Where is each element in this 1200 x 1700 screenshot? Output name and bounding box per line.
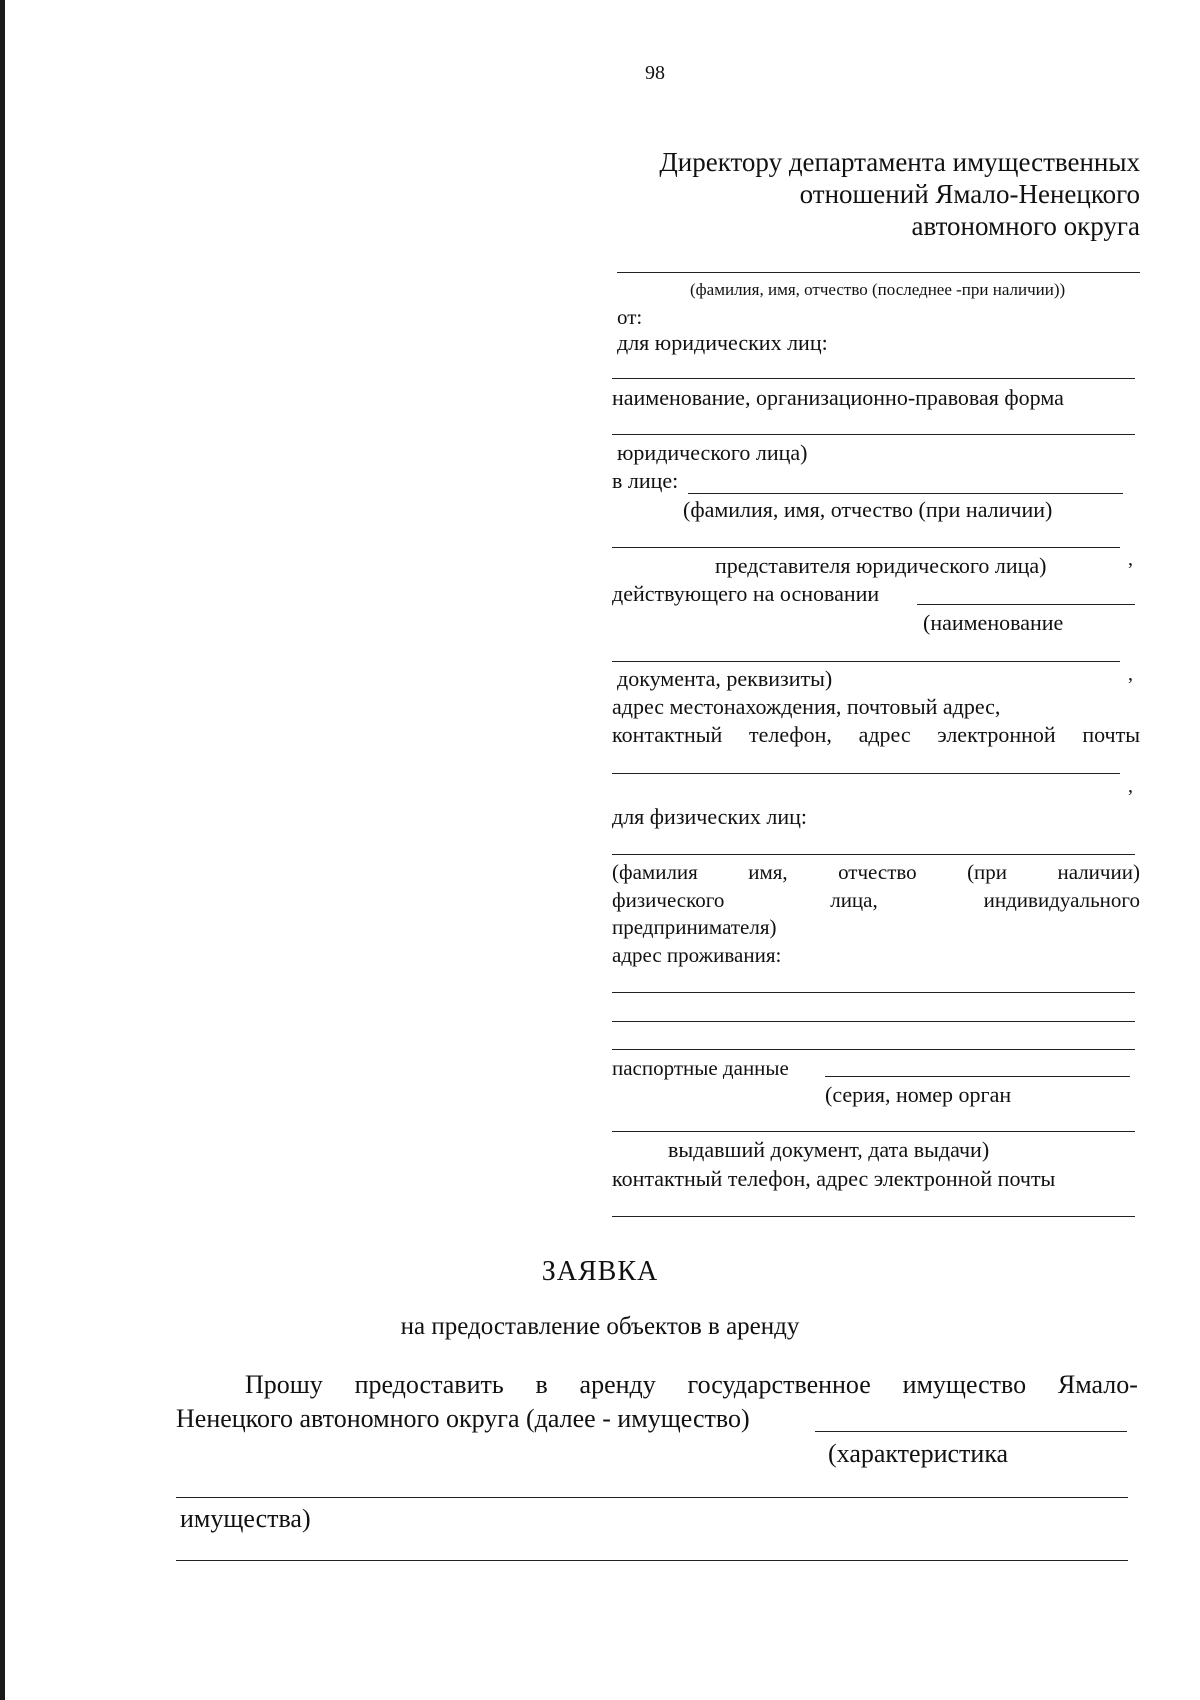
property-hint: имущества) xyxy=(180,1504,311,1533)
basis-field-2[interactable] xyxy=(612,661,1120,662)
individual-hint-line-3: предпринимателя) xyxy=(612,915,777,939)
individuals-label: для физических лиц: xyxy=(612,804,808,829)
basis-field[interactable] xyxy=(917,604,1135,605)
rep-field-2[interactable] xyxy=(612,547,1120,548)
basis-hint-1: (наименование xyxy=(923,610,1064,635)
comma-3: , xyxy=(1128,775,1133,797)
addressee-line-1: Директору департамента имущественных xyxy=(659,147,1140,177)
rep-field[interactable] xyxy=(688,493,1123,494)
address-line-1: адрес местонахождения, почтовый адрес, xyxy=(612,694,1001,719)
page-number: 98 xyxy=(645,62,665,84)
property-field[interactable] xyxy=(815,1431,1127,1432)
residence-label: адрес проживания: xyxy=(612,943,782,967)
passport-field-2[interactable] xyxy=(612,1131,1135,1132)
passport-label: паспортные данные xyxy=(612,1056,789,1080)
legal-entities-label: для юридических лиц: xyxy=(617,330,828,355)
rep-hint-1: (фамилия, имя, отчество (при наличии) xyxy=(683,497,1053,522)
application-body-line-2: Ненецкого автономного округа (далее - имущество) xyxy=(176,1404,750,1433)
basis-label: действующего на основании xyxy=(612,581,880,606)
legal-name-field-1[interactable] xyxy=(612,378,1135,379)
individual-hint-line-2: физического лица, индивидуального xyxy=(612,888,1140,912)
legal-name-hint-1: наименование, организационно-правовая форма xyxy=(612,385,1064,410)
legal-name-hint-2: юридического лица) xyxy=(617,440,808,465)
property-field-2[interactable] xyxy=(176,1497,1128,1498)
rep-label: в лице: xyxy=(612,468,679,493)
comma-2: , xyxy=(1128,663,1133,685)
contacts-field-individual[interactable] xyxy=(612,1216,1135,1217)
basis-hint-2: документа, реквизиты) xyxy=(617,666,833,691)
contacts-field-legal[interactable] xyxy=(612,773,1120,774)
scan-edge xyxy=(0,0,5,1700)
passport-hint-2: выдавший документ, дата выдачи) xyxy=(668,1137,990,1162)
addressee-hint: (фамилия, имя, отчество (последнее -при наличии)) xyxy=(690,280,1066,299)
contacts-label: контактный телефон, адрес электронной почты xyxy=(612,1166,1056,1191)
from-label: от: xyxy=(617,305,643,329)
application-subtitle: на предоставление объектов в аренду xyxy=(400,1313,800,1340)
address-line-2: контактный телефон, адрес электронной почты xyxy=(612,722,1140,747)
application-body-line-1: Прошу предоставить в аренду государственное имущество Ямало- xyxy=(245,1370,1138,1399)
individual-hint-line-1: (фамилия имя, отчество (при наличии) xyxy=(612,860,1140,884)
addressee-block xyxy=(659,146,1140,242)
application-title: ЗАЯВКА xyxy=(541,1256,659,1287)
char-hint: (характеристика xyxy=(828,1439,1009,1468)
addressee-line-3: автономного округа xyxy=(911,211,1140,241)
legal-name-field-2[interactable] xyxy=(612,434,1135,435)
residence-field-2[interactable] xyxy=(612,1021,1135,1022)
property-field-3[interactable] xyxy=(176,1560,1128,1561)
residence-field-3[interactable] xyxy=(612,1049,1135,1050)
addressee-name-field[interactable] xyxy=(617,272,1140,273)
comma-1: , xyxy=(1128,548,1133,570)
addressee-line-2: отношений Ямало-Ненецкого xyxy=(799,179,1140,209)
passport-hint-1: (серия, номер орган xyxy=(825,1082,1012,1107)
passport-field[interactable] xyxy=(825,1076,1130,1077)
residence-field-1[interactable] xyxy=(612,992,1135,993)
individual-name-field[interactable] xyxy=(612,854,1135,855)
rep-hint-2: представителя юридического лица) xyxy=(715,553,1047,578)
